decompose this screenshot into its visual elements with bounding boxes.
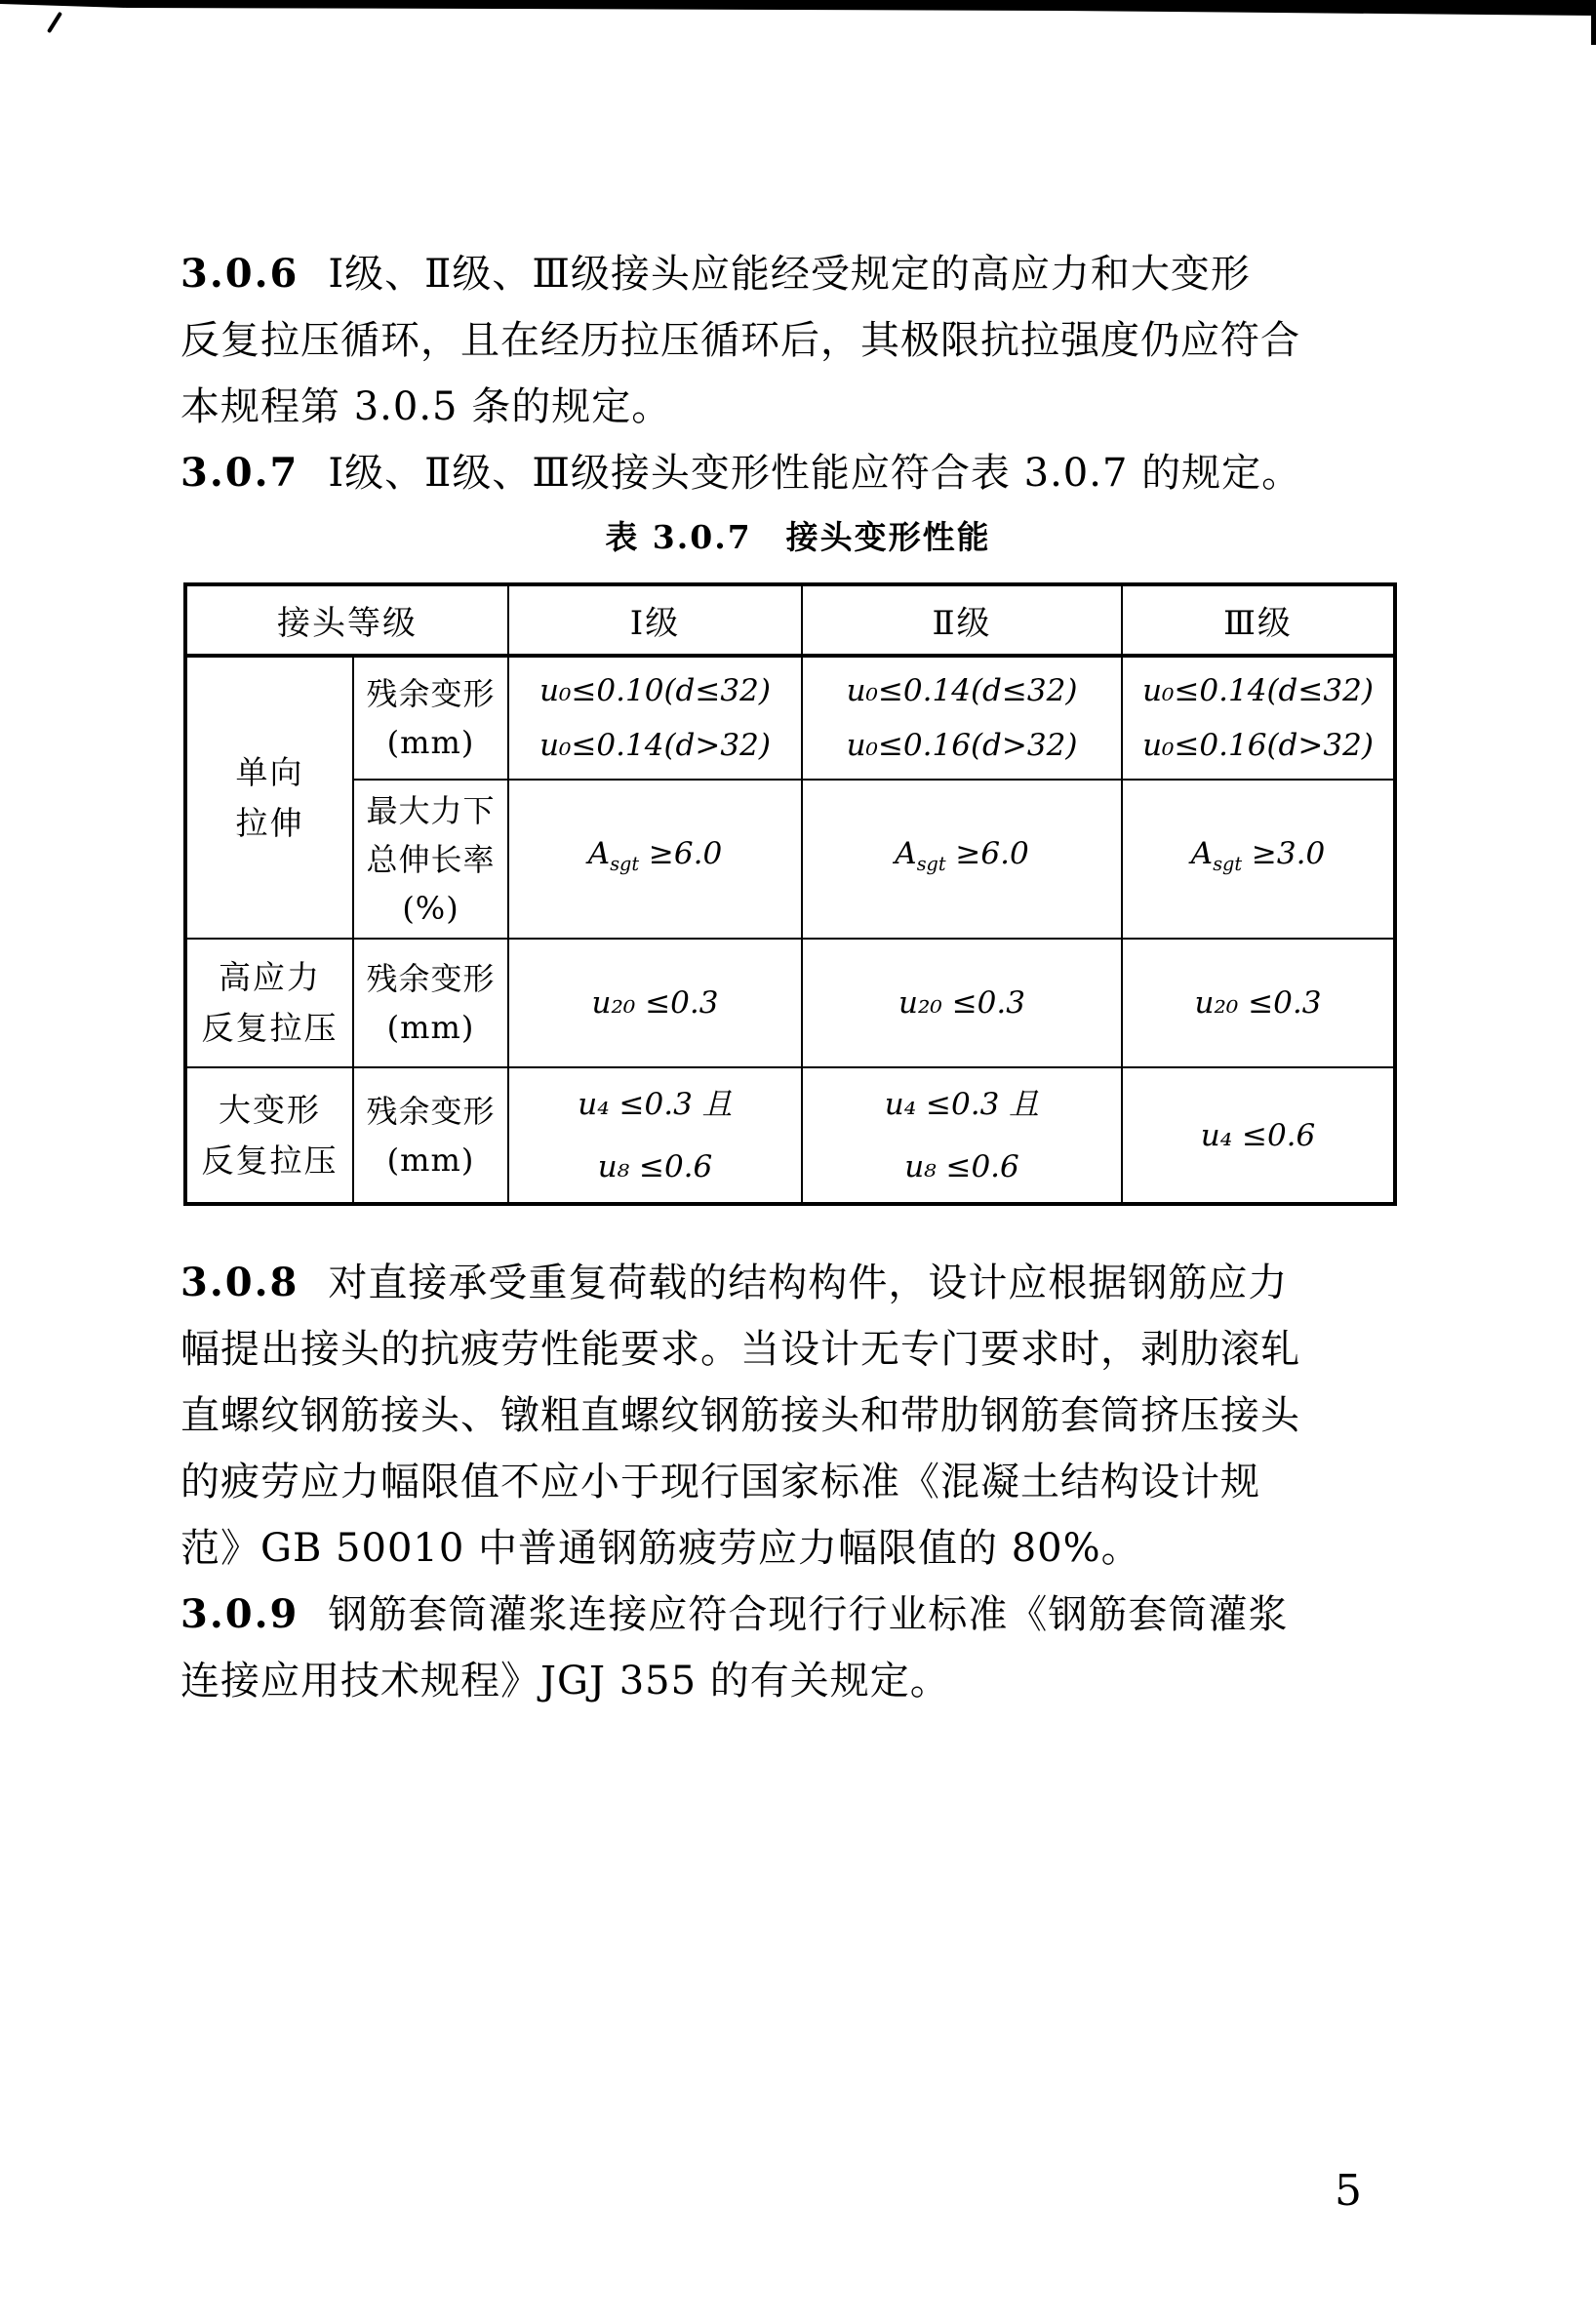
value-cell <box>802 939 1122 1067</box>
section-line: 直螺纹钢筋接头、镦粗直螺纹钢筋接头和带肋钢筋套筒挤压接头 <box>180 1393 1300 1438</box>
header-grade-1: Ⅰ级 <box>508 584 802 656</box>
formula-line: u₀≤0.10(d≤32) <box>539 673 771 708</box>
section-number: 3.0.6 <box>180 251 299 297</box>
formula-line: u₀≤0.16(d>32) <box>1142 728 1374 763</box>
value-cell <box>802 656 1122 780</box>
table-row-total-elongation <box>185 780 1395 939</box>
sub-label-residual-deformation <box>353 939 508 1067</box>
section-3-0-7 <box>180 440 1424 506</box>
section-text: Ⅰ级、Ⅱ级、Ⅲ级接头应能经受规定的高应力和大变形 <box>328 252 1251 297</box>
group-label-line: 大变形 <box>219 1090 321 1129</box>
formula-line: $A_{sgt} \ge 6.0$ <box>587 835 723 876</box>
sub-label-line: 最大力下 <box>366 791 496 829</box>
section-line: 反复拉压循环，且在经历拉压循环后，其极限抗拉强度仍应符合 <box>180 318 1300 363</box>
section-line <box>180 241 1424 307</box>
formula-line: u₀≤0.14(d≤32) <box>846 673 1078 708</box>
section-line <box>180 1582 1424 1648</box>
value-cell <box>1122 939 1395 1067</box>
sub-label-line: 总伸长率 <box>366 840 496 878</box>
section-line: 连接应用技术规程》JGJ 355 的有关规定。 <box>180 1659 950 1703</box>
group-label-line: 高应力 <box>219 958 321 996</box>
scan-artifact-top-edge <box>0 0 1596 18</box>
sub-label-line: (mm) <box>386 1141 475 1179</box>
formula-line: u₀≤0.14(d≤32) <box>1142 673 1374 708</box>
group-label-line: 反复拉压 <box>201 1141 339 1180</box>
group-cell-high-stress-cyclic <box>185 939 353 1067</box>
group-label-line: 单向 <box>235 752 304 791</box>
sub-label-max-force-elongation <box>353 780 508 939</box>
formula-line: u₀≤0.14(d>32) <box>539 728 771 763</box>
section-number: 3.0.7 <box>180 450 299 496</box>
formula-line: u₄ ≤0.3 且 <box>578 1086 733 1122</box>
formula-line: u₄ ≤0.6 <box>1200 1117 1316 1153</box>
table-row-large-deformation <box>185 1067 1395 1204</box>
section-line <box>180 1250 1424 1316</box>
value-cell <box>1122 656 1395 780</box>
page-number: 5 <box>1335 2166 1362 2216</box>
section-text: Ⅰ级、Ⅱ级、Ⅲ级接头变形性能应符合表 3.0.7 的规定。 <box>328 451 1302 496</box>
header-joint-grade: 接头等级 <box>185 584 508 656</box>
header-grade-3: Ⅲ级 <box>1122 584 1395 656</box>
sub-label-line: 残余变形 <box>366 960 496 997</box>
section-number: 3.0.9 <box>180 1591 299 1637</box>
formula-line: $A_{sgt} \ge 3.0$ <box>1190 835 1326 876</box>
value-cell <box>802 780 1122 939</box>
section-text: 对直接承受重复荷载的结构构件，设计应根据钢筋应力 <box>328 1261 1289 1305</box>
section-number: 3.0.8 <box>180 1260 299 1305</box>
sub-label-residual-deformation <box>353 1067 508 1204</box>
value-cell <box>1122 780 1395 939</box>
value-cell <box>508 939 802 1067</box>
value-cell <box>802 1067 1122 1204</box>
formula-line: u₈ ≤0.6 <box>597 1148 713 1184</box>
group-cell-uniaxial-tension <box>185 656 353 939</box>
value-cell <box>508 780 802 939</box>
scan-artifact-corner-slash <box>47 12 62 33</box>
value-cell <box>1122 1067 1395 1204</box>
sub-label-line: 残余变形 <box>366 675 496 712</box>
table-header-row <box>185 584 1395 656</box>
formula-line: $A_{sgt} \ge 6.0$ <box>895 835 1029 876</box>
group-cell-large-deformation-cyclic <box>185 1067 353 1204</box>
section-line <box>180 440 1424 506</box>
formula-line: u₀≤0.16(d>32) <box>846 728 1078 763</box>
scan-artifact-right-edge <box>1591 0 1596 45</box>
group-label-line: 拉伸 <box>235 803 304 842</box>
formula-line: u₈ ≤0.6 <box>904 1148 1019 1184</box>
sub-label-residual-deformation <box>353 656 508 780</box>
formula-line: u₂₀ ≤0.3 <box>591 985 719 1021</box>
joint-deformation-table <box>183 582 1397 1206</box>
section-line: 的疲劳应力幅限值不应小于现行国家标准《混凝土结构设计规 <box>180 1460 1260 1504</box>
header-grade-2: Ⅱ级 <box>802 584 1122 656</box>
formula-line: u₂₀ ≤0.3 <box>1194 985 1322 1021</box>
section-3-0-8 <box>180 1250 1424 1582</box>
section-line: 本规程第 3.0.5 条的规定。 <box>180 384 672 429</box>
section-3-0-6 <box>180 241 1424 440</box>
sub-label-line: (mm) <box>386 724 475 761</box>
section-line: 范》GB 50010 中普通钢筋疲劳应力幅限值的 80%。 <box>180 1526 1141 1571</box>
value-cell <box>508 1067 802 1204</box>
table-row-residual-uniaxial <box>185 656 1395 780</box>
formula-line: u₂₀ ≤0.3 <box>898 985 1025 1021</box>
section-text: 钢筋套筒灌浆连接应符合现行行业标准《钢筋套筒灌浆 <box>328 1592 1289 1637</box>
sub-label-line: (%) <box>402 889 459 927</box>
group-label-line: 反复拉压 <box>201 1009 339 1047</box>
formula-line: u₄ ≤0.3 且 <box>884 1086 1040 1122</box>
section-3-0-9 <box>180 1582 1424 1714</box>
table-row-high-stress <box>185 939 1395 1067</box>
table-title: 表 3.0.7 接头变形性能 <box>605 518 991 556</box>
section-line: 幅提出接头的抗疲劳性能要求。当设计无专门要求时，剥肋滚轧 <box>180 1327 1300 1372</box>
value-cell <box>508 656 802 780</box>
sub-label-line: (mm) <box>386 1009 475 1046</box>
sub-label-line: 残余变形 <box>366 1092 496 1130</box>
